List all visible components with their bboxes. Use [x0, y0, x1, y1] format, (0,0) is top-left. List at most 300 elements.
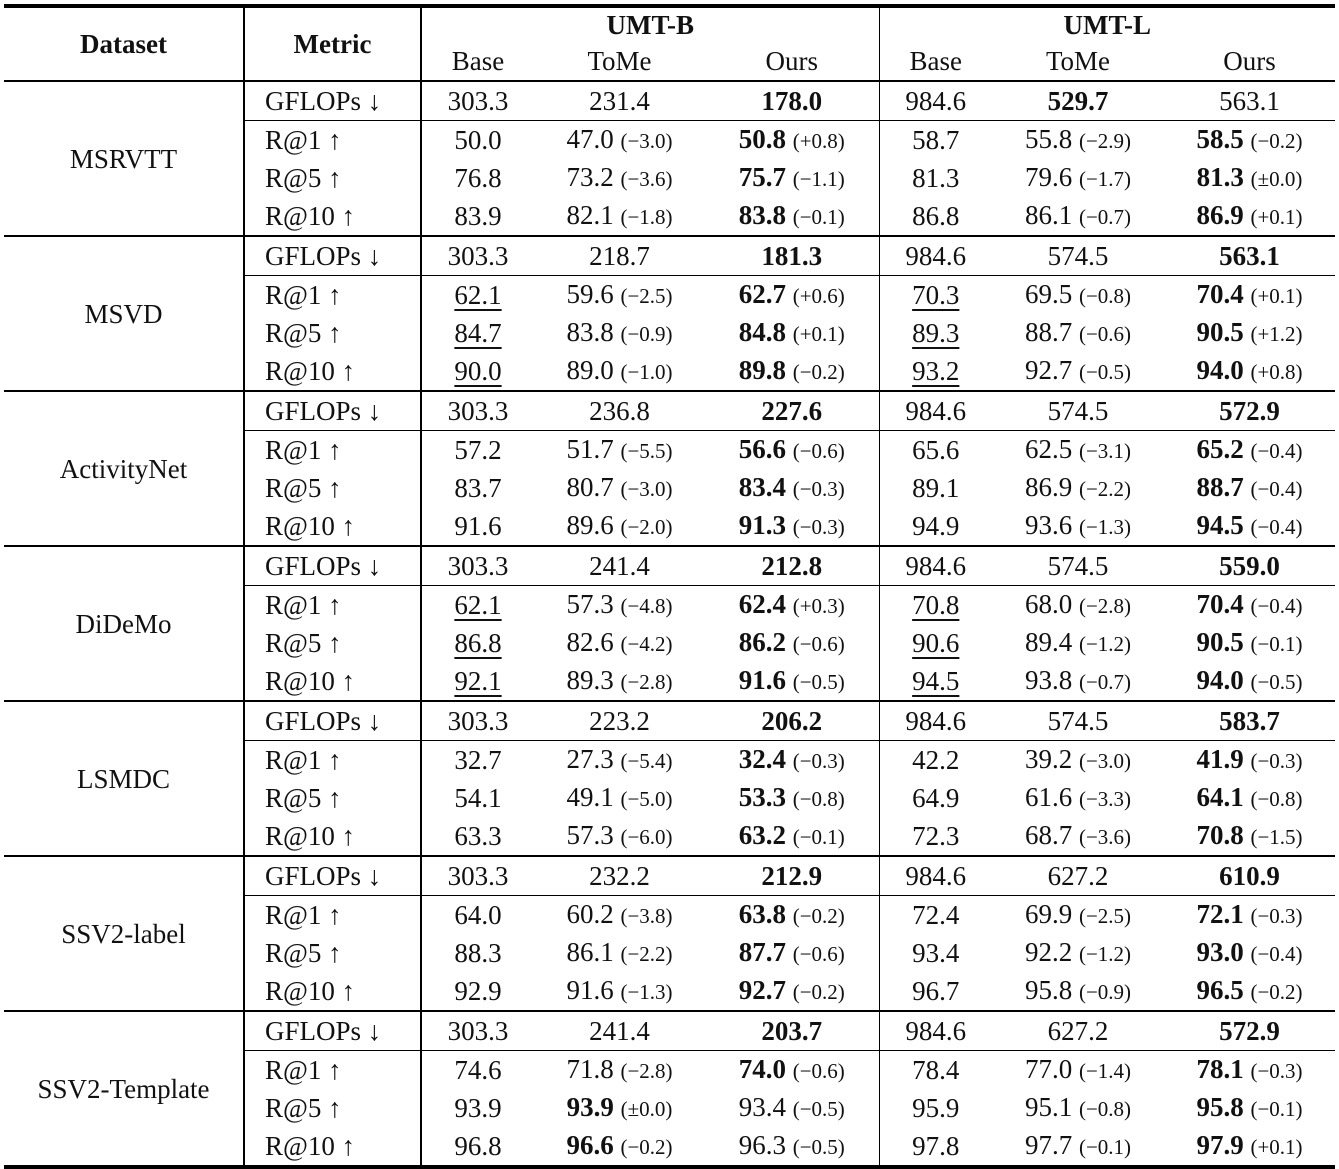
metric-label: GFLOPs ↓	[244, 81, 421, 121]
cell-value: 49.1	[566, 782, 614, 812]
cell-value: 58.7	[912, 125, 960, 155]
dataset-name: ActivityNet	[59, 453, 188, 484]
cell-value: 93.8	[1024, 665, 1073, 695]
table-cell	[534, 1127, 705, 1167]
cell-delta: (−0.4)	[1250, 439, 1303, 463]
cell-value: 94.0	[1196, 355, 1244, 385]
cell-delta: (−0.9)	[1078, 980, 1132, 1004]
table-cell	[879, 1089, 992, 1127]
cell-delta: (+0.1)	[1250, 205, 1303, 229]
table-row-gflops	[4, 391, 1335, 431]
cell-value: 83.8	[738, 200, 786, 230]
table-cell	[705, 1127, 879, 1167]
cell-delta: (−0.2)	[792, 980, 845, 1004]
table-cell	[421, 81, 534, 121]
cell-value: 574.5	[1047, 551, 1109, 581]
metric-label: R@10 ↑	[244, 817, 421, 856]
table-cell	[879, 856, 992, 896]
table-cell	[534, 197, 705, 236]
table-cell	[1164, 197, 1335, 236]
table-cell	[705, 741, 879, 780]
table-cell	[879, 701, 992, 741]
cell-value: 529.7	[1047, 86, 1109, 116]
table-cell	[421, 314, 534, 352]
cell-delta: (−0.3)	[1250, 749, 1303, 773]
cell-value: 72.3	[912, 821, 960, 851]
cell-delta: (+1.2)	[1250, 322, 1303, 346]
table-cell	[421, 236, 534, 276]
cell-value: 984.6	[905, 1016, 967, 1046]
table-cell	[705, 314, 879, 352]
metric-label: R@1 ↑	[244, 276, 421, 315]
dataset-group	[4, 391, 1335, 546]
table-row-gflops	[4, 856, 1335, 896]
table-cell	[421, 507, 534, 546]
cell-value: 88.3	[454, 938, 502, 968]
cell-value: 84.7	[454, 318, 502, 348]
cell-value: 241.4	[589, 551, 650, 581]
table-cell	[705, 276, 879, 315]
cell-value: 232.2	[589, 861, 650, 891]
cell-delta: (−0.3)	[792, 515, 845, 539]
cell-value: 97.9	[1196, 1130, 1244, 1160]
table-cell	[421, 1011, 534, 1051]
table-cell	[1164, 624, 1335, 662]
results-table-container	[4, 4, 1335, 1169]
metric-label: GFLOPs ↓	[244, 391, 421, 431]
cell-value: 62.7	[738, 279, 786, 309]
cell-delta: (+0.1)	[1250, 284, 1303, 308]
cell-value: 984.6	[905, 861, 967, 891]
table-cell	[992, 121, 1164, 160]
table-cell	[992, 586, 1164, 625]
table-cell	[879, 741, 992, 780]
cell-value: 59.6	[566, 279, 614, 309]
cell-value: 78.4	[912, 1055, 960, 1085]
metric-label: GFLOPs ↓	[244, 546, 421, 586]
cell-value: 303.3	[447, 706, 509, 736]
cell-value: 92.9	[454, 976, 502, 1006]
table-cell	[705, 81, 879, 121]
cell-value: 203.7	[761, 1016, 823, 1046]
table-cell	[421, 469, 534, 507]
cell-delta: (−2.0)	[620, 515, 673, 539]
table-cell	[879, 1127, 992, 1167]
table-row-gflops	[4, 236, 1335, 276]
cell-value: 73.2	[566, 162, 614, 192]
metric-label: R@10 ↑	[244, 972, 421, 1011]
table-cell	[421, 701, 534, 741]
cell-value: 63.3	[454, 821, 502, 851]
metric-label: R@1 ↑	[244, 1051, 421, 1090]
cell-value: 610.9	[1219, 861, 1280, 891]
table-cell	[534, 546, 705, 586]
cell-delta: (−3.0)	[620, 477, 673, 501]
cell-value: 81.3	[912, 163, 960, 193]
table-cell	[1164, 546, 1335, 586]
cell-value: 57.2	[454, 435, 502, 465]
table-cell	[534, 236, 705, 276]
dataset-group	[4, 546, 1335, 701]
dataset-name: DiDeMo	[75, 608, 172, 639]
cell-value: 94.5	[912, 666, 960, 696]
cell-value: 95.8	[1024, 975, 1073, 1005]
table-cell	[992, 701, 1164, 741]
cell-value: 92.7	[738, 975, 786, 1005]
metric-label: GFLOPs ↓	[244, 236, 421, 276]
table-cell	[1164, 314, 1335, 352]
table-cell	[534, 352, 705, 391]
cell-value: 96.7	[912, 976, 960, 1006]
cell-value: 77.0	[1024, 1054, 1073, 1084]
header-metric: Metric	[244, 6, 421, 81]
table-cell	[1164, 352, 1335, 391]
metric-label: R@5 ↑	[244, 159, 421, 197]
cell-delta: (−2.8)	[1078, 594, 1132, 618]
metric-label: R@5 ↑	[244, 624, 421, 662]
cell-delta: (−0.1)	[1250, 1097, 1303, 1121]
cell-value: 47.0	[566, 124, 614, 154]
table-cell	[705, 1051, 879, 1090]
cell-value: 86.9	[1024, 472, 1073, 502]
cell-value: 303.3	[447, 551, 509, 581]
table-cell	[992, 779, 1164, 817]
cell-value: 95.8	[1196, 1092, 1244, 1122]
table-cell	[1164, 81, 1335, 121]
dataset-name: MSRVTT	[69, 143, 178, 174]
cell-value: 91.6	[454, 511, 502, 541]
table-cell	[534, 624, 705, 662]
cell-value: 86.8	[454, 628, 502, 658]
cell-value: 63.8	[738, 899, 786, 929]
table-cell	[705, 391, 879, 431]
cell-delta: (−0.6)	[792, 632, 845, 656]
table-cell	[705, 779, 879, 817]
dataset-name: MSVD	[84, 298, 163, 329]
cell-value: 89.6	[566, 510, 614, 540]
cell-value: 583.7	[1219, 706, 1280, 736]
cell-value: 984.6	[905, 706, 967, 736]
table-cell	[992, 546, 1164, 586]
table-cell	[992, 934, 1164, 972]
table-cell	[879, 1011, 992, 1051]
table-cell	[992, 1051, 1164, 1090]
cell-delta: (−0.2)	[620, 1135, 673, 1159]
cell-delta: (−0.8)	[1078, 1097, 1132, 1121]
cell-delta: (−1.8)	[620, 205, 673, 229]
cell-value: 86.2	[738, 627, 786, 657]
cell-delta: (−2.2)	[620, 942, 673, 966]
cell-value: 62.1	[454, 280, 502, 310]
cell-value: 76.8	[454, 163, 502, 193]
dataset-group	[4, 856, 1335, 1011]
cell-value: 86.8	[912, 201, 960, 231]
cell-value: 86.9	[1196, 200, 1244, 230]
cell-delta: (−0.9)	[620, 322, 673, 346]
cell-delta: (−0.4)	[1250, 477, 1303, 501]
cell-delta: (−0.2)	[1250, 129, 1303, 153]
cell-value: 64.1	[1196, 782, 1244, 812]
cell-delta: (−0.6)	[792, 439, 845, 463]
cell-value: 41.9	[1196, 744, 1244, 774]
cell-value: 212.8	[761, 551, 823, 581]
cell-value: 64.9	[912, 783, 960, 813]
dataset-group	[4, 1011, 1335, 1167]
table-cell	[992, 314, 1164, 352]
table-cell	[421, 121, 534, 160]
table-cell	[421, 741, 534, 780]
table-cell	[534, 817, 705, 856]
table-cell	[1164, 701, 1335, 741]
cell-delta: (−0.1)	[1078, 1135, 1132, 1159]
metric-label: R@1 ↑	[244, 586, 421, 625]
table-cell	[421, 1089, 534, 1127]
cell-value: 212.9	[761, 861, 823, 891]
cell-value: 303.3	[447, 1016, 509, 1046]
table-cell	[879, 314, 992, 352]
table-row-gflops	[4, 1011, 1335, 1051]
table-cell	[705, 817, 879, 856]
table-cell	[705, 121, 879, 160]
metric-label: GFLOPs ↓	[244, 856, 421, 896]
cell-delta: (−1.2)	[1078, 632, 1132, 656]
table-cell	[992, 856, 1164, 896]
table-cell	[992, 1089, 1164, 1127]
cell-value: 70.8	[1196, 820, 1244, 850]
table-cell	[1164, 662, 1335, 701]
table-cell	[421, 391, 534, 431]
cell-value: 93.6	[1024, 510, 1073, 540]
cell-value: 94.0	[1196, 665, 1244, 695]
table-cell	[705, 236, 879, 276]
header-sub-base-b: Base	[421, 42, 534, 81]
cell-delta: (−1.5)	[1250, 825, 1303, 849]
table-cell	[992, 236, 1164, 276]
table-cell	[1164, 121, 1335, 160]
header-sub-ours-b: Ours	[765, 46, 818, 76]
cell-value: 563.1	[1219, 241, 1280, 271]
table-cell	[534, 934, 705, 972]
cell-value: 984.6	[905, 551, 967, 581]
table-cell	[421, 856, 534, 896]
cell-delta: (−0.4)	[1250, 515, 1303, 539]
cell-value: 86.1	[566, 937, 614, 967]
table-cell	[534, 507, 705, 546]
cell-value: 93.2	[912, 356, 960, 386]
cell-value: 91.3	[738, 510, 786, 540]
table-cell	[879, 972, 992, 1011]
table-cell	[421, 546, 534, 586]
cell-delta: (−2.8)	[620, 1059, 673, 1083]
table-cell	[992, 391, 1164, 431]
cell-value: 55.8	[1024, 124, 1073, 154]
cell-delta: (+0.8)	[792, 129, 845, 153]
table-cell	[421, 159, 534, 197]
table-cell	[534, 779, 705, 817]
cell-value: 39.2	[1024, 744, 1073, 774]
cell-value: 53.3	[738, 782, 786, 812]
cell-delta: (−3.6)	[1078, 825, 1132, 849]
cell-value: 74.0	[738, 1054, 786, 1084]
table-cell	[879, 431, 992, 470]
table-cell	[421, 624, 534, 662]
table-cell	[421, 662, 534, 701]
table-cell	[992, 741, 1164, 780]
table-cell	[992, 159, 1164, 197]
metric-label: R@10 ↑	[244, 197, 421, 236]
table-cell	[1164, 741, 1335, 780]
table-cell	[705, 624, 879, 662]
cell-value: 70.4	[1196, 279, 1244, 309]
cell-delta: (+0.8)	[1250, 360, 1303, 384]
cell-delta: (+0.1)	[792, 322, 845, 346]
cell-value: 89.1	[912, 473, 960, 503]
cell-value: 89.0	[566, 355, 614, 385]
table-cell	[534, 314, 705, 352]
table-cell	[879, 197, 992, 236]
table-cell	[1164, 507, 1335, 546]
metric-label: GFLOPs ↓	[244, 1011, 421, 1051]
table-cell	[421, 352, 534, 391]
table-cell	[705, 586, 879, 625]
table-cell	[992, 276, 1164, 315]
table-cell	[705, 934, 879, 972]
table-cell	[879, 934, 992, 972]
cell-value: 50.0	[454, 125, 502, 155]
cell-delta: (−3.8)	[620, 904, 673, 928]
table-cell	[705, 662, 879, 701]
cell-value: 82.1	[566, 200, 614, 230]
cell-delta: (−0.2)	[1250, 980, 1303, 1004]
header-umt-b: UMT-B	[421, 6, 879, 42]
cell-value: 94.9	[912, 511, 960, 541]
table-cell	[1164, 1089, 1335, 1127]
cell-value: 83.9	[454, 201, 502, 231]
table-cell	[879, 1051, 992, 1090]
metric-label: R@1 ↑	[244, 896, 421, 935]
cell-value: 60.2	[566, 899, 614, 929]
header-sub-ours-l: Ours	[1223, 46, 1276, 76]
cell-delta: (−0.5)	[792, 1135, 845, 1159]
cell-value: 227.6	[761, 396, 823, 426]
cell-value: 62.1	[454, 590, 502, 620]
cell-delta: (−1.4)	[1078, 1059, 1132, 1083]
table-cell	[421, 197, 534, 236]
cell-delta: (−0.6)	[792, 1059, 845, 1083]
cell-value: 70.3	[912, 280, 960, 310]
table-cell	[879, 236, 992, 276]
dataset-group	[4, 81, 1335, 236]
cell-value: 95.1	[1024, 1092, 1073, 1122]
cell-delta: (−2.9)	[1078, 129, 1132, 153]
dataset-group	[4, 236, 1335, 391]
header-sub-base-l: Base	[879, 42, 992, 81]
table-cell	[992, 431, 1164, 470]
cell-delta: (−5.5)	[620, 439, 673, 463]
cell-value: 86.1	[1024, 200, 1073, 230]
cell-value: 88.7	[1024, 317, 1073, 347]
table-cell	[705, 1011, 879, 1051]
table-cell	[992, 1127, 1164, 1167]
cell-delta: (−0.1)	[792, 205, 845, 229]
cell-delta: (−3.6)	[620, 167, 673, 191]
header-sub-tome-l: ToMe	[1045, 46, 1111, 76]
cell-value: 84.8	[738, 317, 786, 347]
metric-label: R@1 ↑	[244, 121, 421, 160]
table-cell	[1164, 779, 1335, 817]
cell-value: 627.2	[1047, 1016, 1109, 1046]
header-dataset: Dataset	[80, 29, 167, 59]
table-cell	[534, 159, 705, 197]
cell-value: 58.5	[1196, 124, 1244, 154]
table-cell	[992, 896, 1164, 935]
cell-value: 70.4	[1196, 589, 1244, 619]
table-cell	[534, 586, 705, 625]
cell-value: 572.9	[1219, 396, 1280, 426]
cell-value: 72.1	[1196, 899, 1244, 929]
table-cell	[1164, 469, 1335, 507]
table-cell	[879, 662, 992, 701]
cell-value: 96.3	[738, 1130, 786, 1160]
table-cell	[1164, 431, 1335, 470]
table-cell	[879, 159, 992, 197]
cell-value: 71.8	[566, 1054, 614, 1084]
table-cell	[534, 856, 705, 896]
table-cell	[879, 121, 992, 160]
cell-value: 984.6	[905, 241, 967, 271]
table-cell	[534, 469, 705, 507]
cell-value: 93.9	[566, 1092, 614, 1122]
cell-value: 563.1	[1219, 86, 1280, 116]
cell-value: 181.3	[761, 241, 823, 271]
table-cell	[421, 817, 534, 856]
table-cell	[1164, 817, 1335, 856]
table-cell	[534, 391, 705, 431]
table-cell	[1164, 856, 1335, 896]
table-cell	[705, 972, 879, 1011]
cell-value: 74.6	[454, 1055, 502, 1085]
cell-value: 303.3	[447, 86, 509, 116]
cell-value: 92.7	[1024, 355, 1073, 385]
table-cell	[534, 1089, 705, 1127]
table-cell	[421, 1127, 534, 1167]
cell-value: 178.0	[761, 86, 823, 116]
dataset-name: SSV2-Template	[37, 1073, 210, 1104]
cell-value: 32.7	[454, 745, 502, 775]
table-cell	[534, 741, 705, 780]
cell-delta: (−4.2)	[620, 632, 673, 656]
cell-value: 69.5	[1024, 279, 1073, 309]
metric-label: R@5 ↑	[244, 934, 421, 972]
cell-value: 303.3	[447, 861, 509, 891]
cell-delta: (−0.7)	[1078, 205, 1132, 229]
table-cell	[879, 391, 992, 431]
table-cell	[992, 662, 1164, 701]
cell-delta: (±0.0)	[1250, 167, 1303, 191]
metric-label: R@1 ↑	[244, 431, 421, 470]
table-cell	[1164, 1011, 1335, 1051]
table-cell	[992, 1011, 1164, 1051]
table-cell	[705, 469, 879, 507]
cell-delta: (−0.8)	[1078, 284, 1132, 308]
metric-label: R@5 ↑	[244, 469, 421, 507]
cell-value: 984.6	[905, 86, 967, 116]
cell-value: 57.3	[566, 589, 614, 619]
cell-value: 89.8	[738, 355, 786, 385]
table-header	[4, 6, 1335, 81]
table-cell	[879, 586, 992, 625]
table-cell	[705, 352, 879, 391]
